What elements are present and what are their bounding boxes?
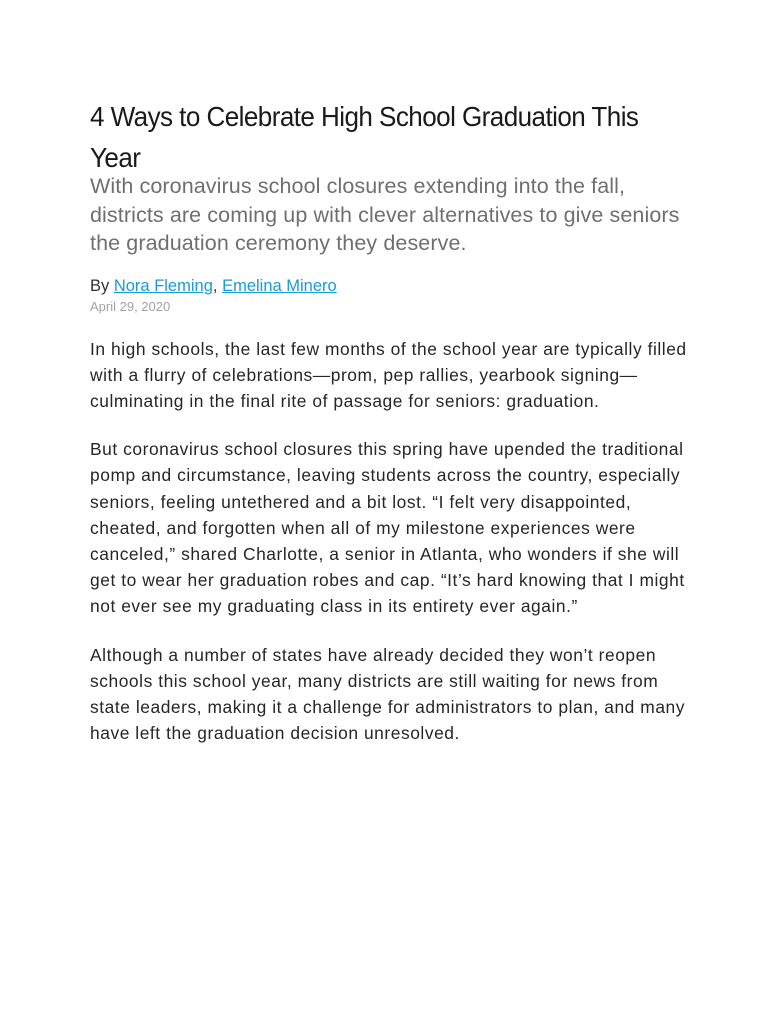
byline-prefix: By: [90, 276, 114, 295]
byline-separator: ,: [212, 276, 223, 295]
body-paragraph: In high schools, the last few months of the school year are typically filled with a flurry of celebrations—prom, pep rallies, yearbook signing—culminating in the final rite of passage for seniors: graduation.: [90, 338, 687, 411]
article: [90, 96, 690, 746]
article-subtitle: With coronavirus school closures extending into the fall, districts are coming up with clever alternatives to give seniors the graduation ceremony they deserve.: [90, 174, 680, 255]
author-link-nora-fleming[interactable]: Nora Fleming: [113, 276, 213, 295]
body-paragraph: But coronavirus school closures this spring have upended the traditional pomp and circumstance, leaving students across the country, especially seniors, feeling untethered and a bit lost. “I felt very disappointed, cheated, and forgotten when all of my milestone experiences were canceled,” shared Charlotte, a senior in Atlanta, who wonders if she will get to wear her graduation robes and cap. “It’s hard knowing that I might not ever see my graduating class in its entirety ever again.”: [90, 439, 685, 617]
byline: [90, 276, 690, 296]
body-paragraph: Although a number of states have already decided they won’t reopen schools this school year, many districts are still waiting for news from state leaders, making it a challenge for administrators to plan, and many have left the graduation decision unresolved.: [90, 644, 686, 744]
article-title: 4 Ways to Celebrate High School Graduation This Year: [90, 101, 639, 173]
author-link-emelina-minero[interactable]: Emelina Minero: [222, 276, 337, 295]
publish-date: April 29, 2020: [90, 298, 171, 314]
